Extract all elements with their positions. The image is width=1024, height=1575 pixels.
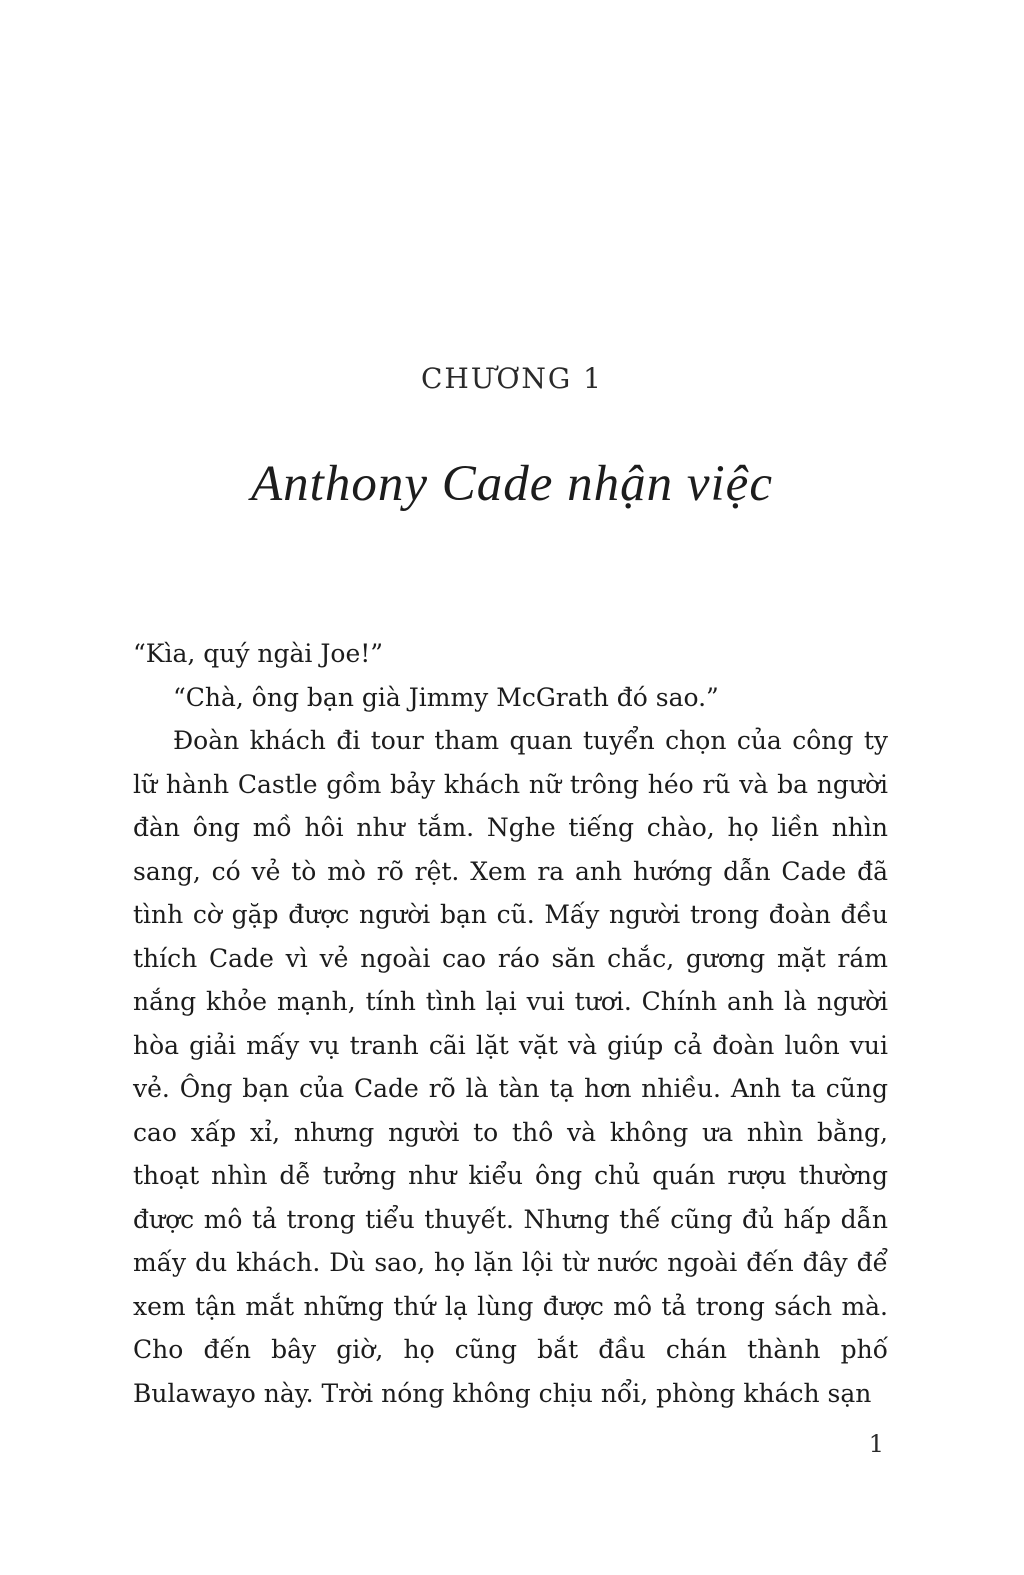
paragraph: “Kìa, quý ngài Joe!” <box>133 639 384 668</box>
page-number: 1 <box>868 1430 884 1458</box>
paragraph: Đoàn khách đi tour tham quan tuyển chọn của công ty lữ hành Castle gồm bảy khách nữ trông héo rũ và ba người đàn ông mồ hôi như tắm. Nghe tiếng chào, họ liền nhìn sang, có vẻ tò mò rõ rệt. Xem ra anh hướng dẫn Cade đã tình cờ gặp được người bạn cũ. Mấy người trong đoàn đều thích Cade vì vẻ ngoài cao ráo săn chắc, gương mặt rám nắng khỏe mạnh, tính tình lại vui tươi. Chính anh là người hòa giải mấy vụ tranh cãi lặt vặt và giúp cả đoàn luôn vui vẻ. Ông bạn của Cade rõ là tàn tạ hơn nhiều. Anh ta cũng cao xấp xỉ, nhưng người to thô và không ưa nhìn bằng, thoạt nhìn dễ tưởng như kiểu ông chủ quán rượu thường được mô tả trong tiểu thuyết. Nhưng thế cũng đủ hấp dẫn mấy du khách. Dù sao, họ lặn lội từ nước ngoài đến đây để xem tận mắt những thứ lạ lùng được mô tả trong sách mà. Cho đến bây giờ, họ cũng bắt đầu chán thành phố Bulawayo này. Trời nóng không chịu nổi, phòng khách sạn <box>133 726 888 1408</box>
chapter-label: CHƯƠNG 1 <box>421 362 603 395</box>
body-text <box>133 632 888 1415</box>
chapter-title: Anthony Cade nhận việc <box>251 456 773 512</box>
paragraph: “Chà, ông bạn già Jimmy McGrath đó sao.” <box>173 682 719 712</box>
